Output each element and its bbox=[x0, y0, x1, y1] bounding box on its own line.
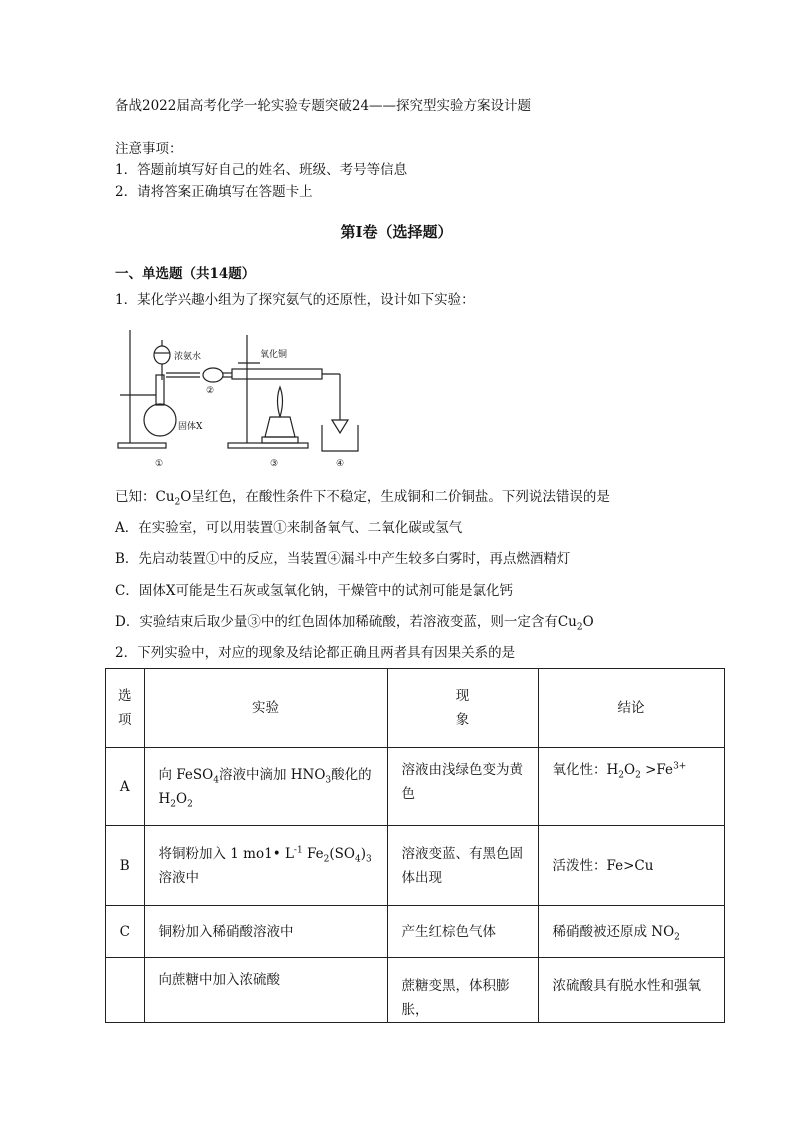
row-c-option: C bbox=[106, 906, 145, 958]
label-n4: ④ bbox=[336, 459, 345, 469]
table-row bbox=[106, 958, 725, 1023]
row-d-phenomenon: 蔗糖变黑，体积膨胀， bbox=[387, 958, 538, 1023]
q1-option-b: B．先启动装置①中的反应，当装置④漏斗中产生较多白雾时，再点燃酒精灯 bbox=[115, 551, 571, 567]
row-c-phenomenon: 产生红棕色气体 bbox=[387, 906, 538, 958]
q1-option-c: C．固体X可能是生石灰或氢氧化钠，干燥管中的试剂可能是氯化钙 bbox=[115, 583, 513, 599]
row-a-phenomenon: 溶液由浅绿色变为黄 色 bbox=[387, 748, 538, 826]
q1-stem: 1．某化学兴趣小组为了探究氨气的还原性，设计如下实验： bbox=[115, 292, 475, 308]
q2-table bbox=[105, 668, 725, 1023]
label-solid-x: 固体X bbox=[178, 422, 203, 432]
row-a-conclusion: 氧化性：$H_2O_2 >Fe^{3+}$ bbox=[538, 748, 724, 826]
row-d-experiment: 向蔗糖中加入浓硫酸 bbox=[144, 958, 387, 1023]
row-c-experiment: 铜粉加入稀硝酸溶液中 bbox=[144, 906, 387, 958]
row-d-option bbox=[106, 958, 145, 1023]
row-b-phenomenon: 溶液变蓝、有黑色固 体出现 bbox=[387, 826, 538, 906]
section-title: 第I卷（选择题） bbox=[340, 223, 453, 241]
doc-title: 备战2022届高考化学一轮实验专题突破24——探究型实验方案设计题 bbox=[115, 98, 532, 114]
q2-stem: 2．下列实验中，对应的现象及结论都正确且两者具有因果关系的是 bbox=[115, 645, 516, 661]
row-b-option: B bbox=[106, 826, 145, 906]
note-item-1: 1．答题前填写好自己的姓名、班级、考号等信息 bbox=[115, 162, 408, 178]
q1-option-a: A．在实验室，可以用装置①来制备氧气、二氧化碳或氢气 bbox=[115, 520, 463, 536]
table-row bbox=[106, 826, 725, 906]
row-d-conclusion: 浓硫酸具有脱水性和强氧 bbox=[538, 958, 724, 1023]
table-header-row bbox=[106, 669, 725, 748]
q1-option-d: D．实验结束后取少量③中的红色固体加稀硫酸，若溶液变蓝，则一定含有$Cu_2O$ bbox=[115, 614, 594, 633]
row-a-experiment: 向 FeSO$_4$溶液中滴加 $HNO_3$酸化的 $H_2O_2$ bbox=[144, 748, 387, 826]
apparatus-figure bbox=[110, 325, 370, 475]
row-c-conclusion: 稀硝酸被还原成 $NO_2$ bbox=[538, 906, 724, 958]
row-a-option: A bbox=[106, 748, 145, 826]
label-n2: ② bbox=[206, 386, 215, 396]
notes-heading: 注意事项： bbox=[115, 141, 183, 157]
label-n3: ③ bbox=[270, 459, 279, 469]
part-heading: 一、单选题（共14题） bbox=[115, 266, 256, 282]
row-b-conclusion: 活泼性：Fe>Cu bbox=[538, 826, 724, 906]
header-phenomenon: 现 象 bbox=[387, 669, 538, 748]
table-row bbox=[106, 748, 725, 826]
header-experiment: 实验 bbox=[144, 669, 387, 748]
header-conclusion: 结论 bbox=[538, 669, 724, 748]
header-option: 选 项 bbox=[106, 669, 145, 748]
label-n1: ① bbox=[155, 459, 164, 469]
label-copper-oxide: 氧化铜 bbox=[260, 350, 288, 360]
label-ammonia: 浓氨水 bbox=[174, 352, 202, 362]
table-row bbox=[106, 906, 725, 958]
q1-known: 已知：$Cu_2O$呈红色，在酸性条件下不稳定，生成铜和二价铜盐。下列说法错误的是 bbox=[115, 489, 610, 508]
note-item-2: 2．请将答案正确填写在答题卡上 bbox=[115, 184, 313, 200]
row-b-experiment: 将铜粉加入 1 mo1• $L^{-1}$ $Fe_2(SO_4)_3$ 溶液中 bbox=[144, 826, 387, 906]
